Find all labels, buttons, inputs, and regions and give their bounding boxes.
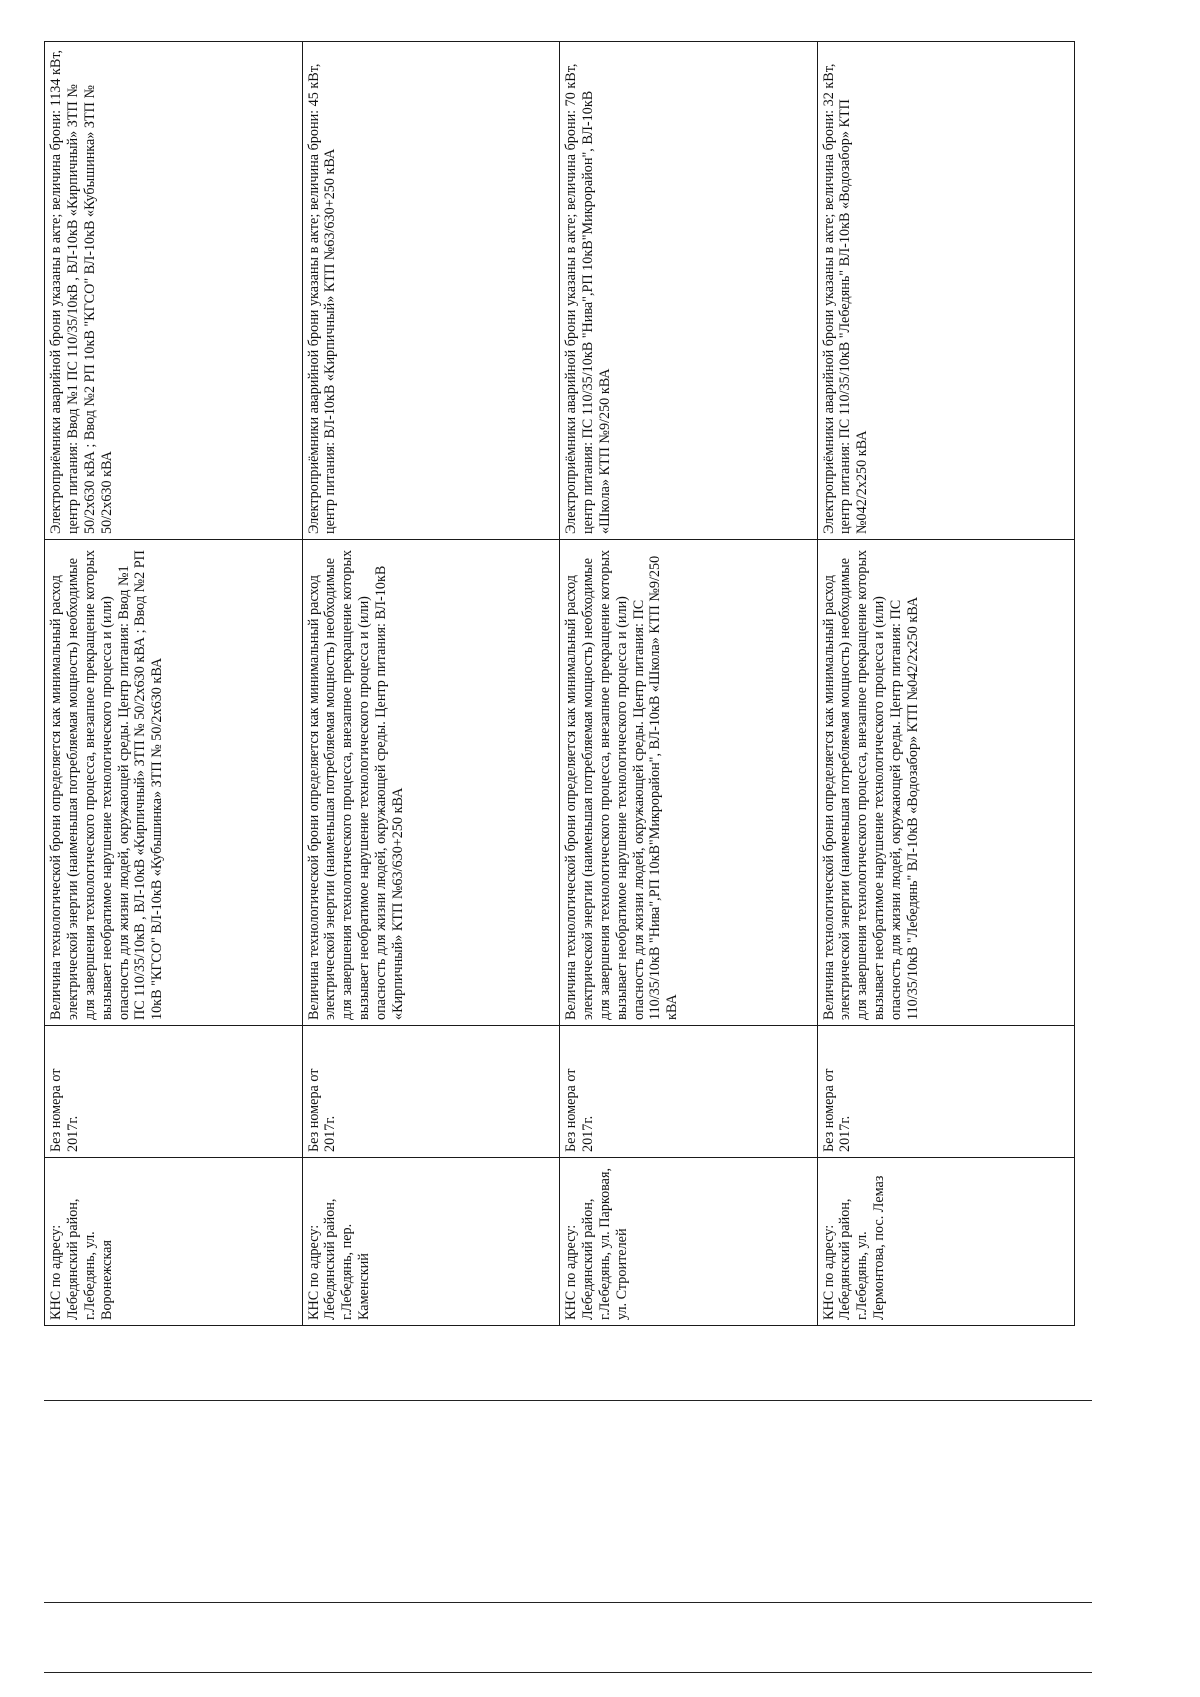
table-row xyxy=(560,42,818,1326)
emergency-reserve-cell: Электроприёмники аварийной брони указаны в акте; величина брони: 32 кВт, центр питания: ПС 110/35/10кВ "Лебедянь" ВЛ-10кВ «Водозабор» КТП №042/2х250 кВА xyxy=(817,42,1075,540)
rotated-table-wrapper xyxy=(44,42,1075,1326)
emergency-reserve-cell: Электроприёмники аварийной брони указаны в акте; величина брони: 45 кВт, центр питания: ВЛ-10кВ «Кирпичный» КТП №63/630+250 кВА xyxy=(302,42,560,540)
horizontal-rule xyxy=(44,1400,1092,1401)
horizontal-rule xyxy=(44,1602,1092,1603)
address-cell: КНС по адресу: Лебедянский район, г.Лебедянь, ул. Воронежская xyxy=(45,1158,303,1326)
emergency-reserve-cell: Электроприёмники аварийной брони указаны в акте; величина брони: 70 кВт, центр питания: ПС 110/35/10кВ "Нива",РП 10кВ"Микрорайон", ВЛ-10кВ «Школа» КТП №9/250 кВА xyxy=(560,42,818,540)
act-number-cell: Без номера от 2017г. xyxy=(817,1026,1075,1158)
address-cell: КНС по адресу: Лебедянский район, г.Лебедянь, пер. Каменский xyxy=(302,1158,560,1326)
act-number-cell: Без номера от 2017г. xyxy=(45,1026,303,1158)
table-row xyxy=(817,42,1075,1326)
tech-reserve-cell: Величина технологической брони определяется как минимальный расход электрической энергии (наименьшая потребляемая мощность) необходимые для завершения технологического процесса, внезапное прекращение которых вызывает необратимое нарушение технологического процесса и (или) опасность для жизни людей, окружающей среды. Центр питания: Ввод №1 ПС 110/35/10кВ , ВЛ-10кВ «Кирпичный» ЗТП № 50/2х630 кВА ; Ввод №2 РП 10кВ "КГСО" ВЛ-10кВ «Кубышинка» ЗТП № 50/2х630 кВА xyxy=(45,540,303,1026)
reserve-table xyxy=(44,41,1075,1326)
tech-reserve-cell: Величина технологической брони определяется как минимальный расход электрической энергии (наименьшая потребляемая мощность) необходимые для завершения технологического процесса, внезапное прекращение которых вызывает необратимое нарушение технологического процесса и (или) опасность для жизни людей, окружающей среды. Центр питания: ВЛ-10кВ «Кирпичный» КТП №63/630+250 кВА xyxy=(302,540,560,1026)
tech-reserve-cell: Величина технологической брони определяется как минимальный расход электрической энергии (наименьшая потребляемая мощность) необходимые для завершения технологического процесса, внезапное прекращение которых вызывает необратимое нарушение технологического процесса и (или) опасность для жизни людей, окружающей среды. Центр питания: ПС 110/35/10кВ "Нива",РП 10кВ"Микрорайон", ВЛ-10кВ «Школа» КТП №9/250 кВА xyxy=(560,540,818,1026)
table-row xyxy=(302,42,560,1326)
horizontal-rule xyxy=(44,1672,1092,1673)
table-row xyxy=(45,42,303,1326)
address-cell: КНС по адресу: Лебедянский район, г.Лебедянь, ул. Парковая, ул. Строителей xyxy=(560,1158,818,1326)
address-cell: КНС по адресу: Лебедянский район, г.Лебедянь, ул. Лермонтова, пос. Лемаз xyxy=(817,1158,1075,1326)
emergency-reserve-cell: Электроприёмники аварийной брони указаны в акте; величина брони: 1134 кВт, центр питания: Ввод №1 ПС 110/35/10кВ , ВЛ-10кВ «Кирпичный» ЗТП № 50/2х630 кВА ; Ввод №2 РП 10кВ "КГСО" ВЛ-10кВ «Кубышинка» ЗТП № 50/2х630 кВА xyxy=(45,42,303,540)
tech-reserve-cell: Величина технологической брони определяется как минимальный расход электрической энергии (наименьшая потребляемая мощность) необходимые для завершения технологического процесса, внезапное прекращение которых вызывает необратимое нарушение технологического процесса и (или) опасность для жизни людей, окружающей среды. Центр питания: ПС 110/35/10кВ "Лебедянь" ВЛ-10кВ «Водозабор» КТП №042/2х250 кВА xyxy=(817,540,1075,1026)
act-number-cell: Без номера от 2017г. xyxy=(560,1026,818,1158)
act-number-cell: Без номера от 2017г. xyxy=(302,1026,560,1158)
